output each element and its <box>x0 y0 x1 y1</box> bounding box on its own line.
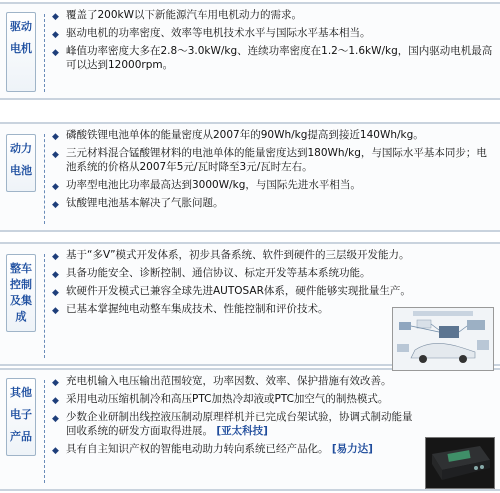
section-drive-motor <box>0 2 500 100</box>
diamond-bullet-icon: ◆ <box>52 200 59 210</box>
section-label-other-electronics <box>6 378 36 456</box>
section-label-drive-motor <box>6 12 36 92</box>
list-item <box>52 8 494 22</box>
label-line: 电子 <box>10 408 32 421</box>
vehicle-system-diagram-image <box>392 307 494 371</box>
diamond-bullet-icon: ◆ <box>52 378 59 388</box>
label-line: 电池 <box>10 164 32 177</box>
list-item <box>52 146 494 174</box>
label-line: 其他 <box>10 386 32 399</box>
diamond-bullet-icon: ◆ <box>52 446 59 456</box>
item-text: 驱动电机的功率密度、效率等电机技术水平与国际水平基本相当。 <box>66 27 371 39</box>
item-text: 功率型电池比功率最高达到3000W/kg，与国际先进水平相当。 <box>66 179 361 191</box>
diamond-bullet-icon: ◆ <box>52 150 59 160</box>
list-item <box>52 266 494 280</box>
list-item <box>52 284 494 298</box>
diamond-bullet-icon: ◆ <box>52 252 59 262</box>
item-text: 峰值功率密度大多在2.8～3.0kW/kg、连续功率密度在1.2～1.6kW/kg，国内驱动电机最高可以达到12000rpm。 <box>66 45 493 71</box>
diamond-bullet-icon: ◆ <box>52 12 59 22</box>
list-item <box>52 178 494 192</box>
list-item <box>52 26 494 40</box>
product-drawing <box>426 438 494 488</box>
section-label-vehicle-control <box>6 254 36 332</box>
label-line: 动力 <box>10 142 32 155</box>
item-text: 三元材料混合锰酸锂材料的电池单体的能量密度达到180Wh/kg，与国际水平基本同步；电池系统的价格从2007年5元/瓦时降至3元/瓦时左右。 <box>66 147 487 173</box>
list-item <box>52 128 494 142</box>
label-line: 电机 <box>10 42 32 55</box>
diamond-bullet-icon: ◆ <box>52 288 59 298</box>
item-text: 磷酸铁锂电池单体的能量密度从2007年的90Wh/kg提高到接近140Wh/kg。 <box>66 129 424 141</box>
label-line: 整车 <box>10 262 32 275</box>
list-item <box>52 248 494 262</box>
list-item <box>52 374 494 388</box>
item-text: 采用电动压缩机制冷和高压PTC加热冷却液或PTC加空气的制热模式。 <box>66 393 389 405</box>
item-text: 具备功能安全、诊断控制、通信协议、标定开发等基本系统功能。 <box>66 267 371 279</box>
divider-line <box>44 380 45 483</box>
label-line: 产品 <box>10 430 32 443</box>
diamond-bullet-icon: ◆ <box>52 396 59 406</box>
diagram-drawing <box>393 308 493 370</box>
divider-line <box>44 254 45 358</box>
company-tag: [亚太科技] <box>216 425 268 437</box>
label-line: 驱动 <box>10 20 32 33</box>
item-text: 软硬件开发模式已兼容全球先进AUTOSAR体系，硬件能够实现批量生产。 <box>66 285 411 297</box>
list-item <box>52 410 494 438</box>
item-text: 已基本掌握纯电动整车集成技术、性能控制和评价技术。 <box>66 303 329 315</box>
list-item <box>52 44 494 72</box>
diamond-bullet-icon: ◆ <box>52 306 59 316</box>
item-text: 少数企业研制出线控液压制动原理样机并已完成台架试验，协调式制动能量回收系统的研发方面取得进展。 <box>66 411 413 437</box>
item-list <box>52 128 494 214</box>
diamond-bullet-icon: ◆ <box>52 270 59 280</box>
company-tag: [易力达] <box>331 443 373 455</box>
electronic-product-image <box>425 437 495 489</box>
item-text: 充电机输入电压输出范围较宽，功率因数、效率、保护措施有效改善。 <box>66 375 392 387</box>
diamond-bullet-icon: ◆ <box>52 30 59 40</box>
section-power-battery <box>0 122 500 232</box>
diamond-bullet-icon: ◆ <box>52 48 59 58</box>
list-item <box>52 392 494 406</box>
diamond-bullet-icon: ◆ <box>52 414 59 424</box>
label-line: 成 <box>15 310 27 323</box>
list-item <box>52 196 494 210</box>
section-label-power-battery <box>6 134 36 192</box>
divider-line <box>44 14 45 92</box>
item-text: 具有自主知识产权的智能电动助力转向系统已经产品化。 <box>66 443 329 455</box>
label-line: 及集 <box>10 294 32 307</box>
item-text: 覆盖了200kW以下新能源汽车用电机动力的需求。 <box>66 9 303 21</box>
divider-line <box>44 134 45 224</box>
label-line: 控制 <box>10 278 32 291</box>
item-list <box>52 8 494 76</box>
item-text: 钛酸锂电池基本解决了气胀问题。 <box>66 197 224 209</box>
item-text: 基于“多V”模式开发体系，初步具备系统、软件到硬件的三层级开发能力。 <box>66 249 410 261</box>
diamond-bullet-icon: ◆ <box>52 182 59 192</box>
diamond-bullet-icon: ◆ <box>52 132 59 142</box>
